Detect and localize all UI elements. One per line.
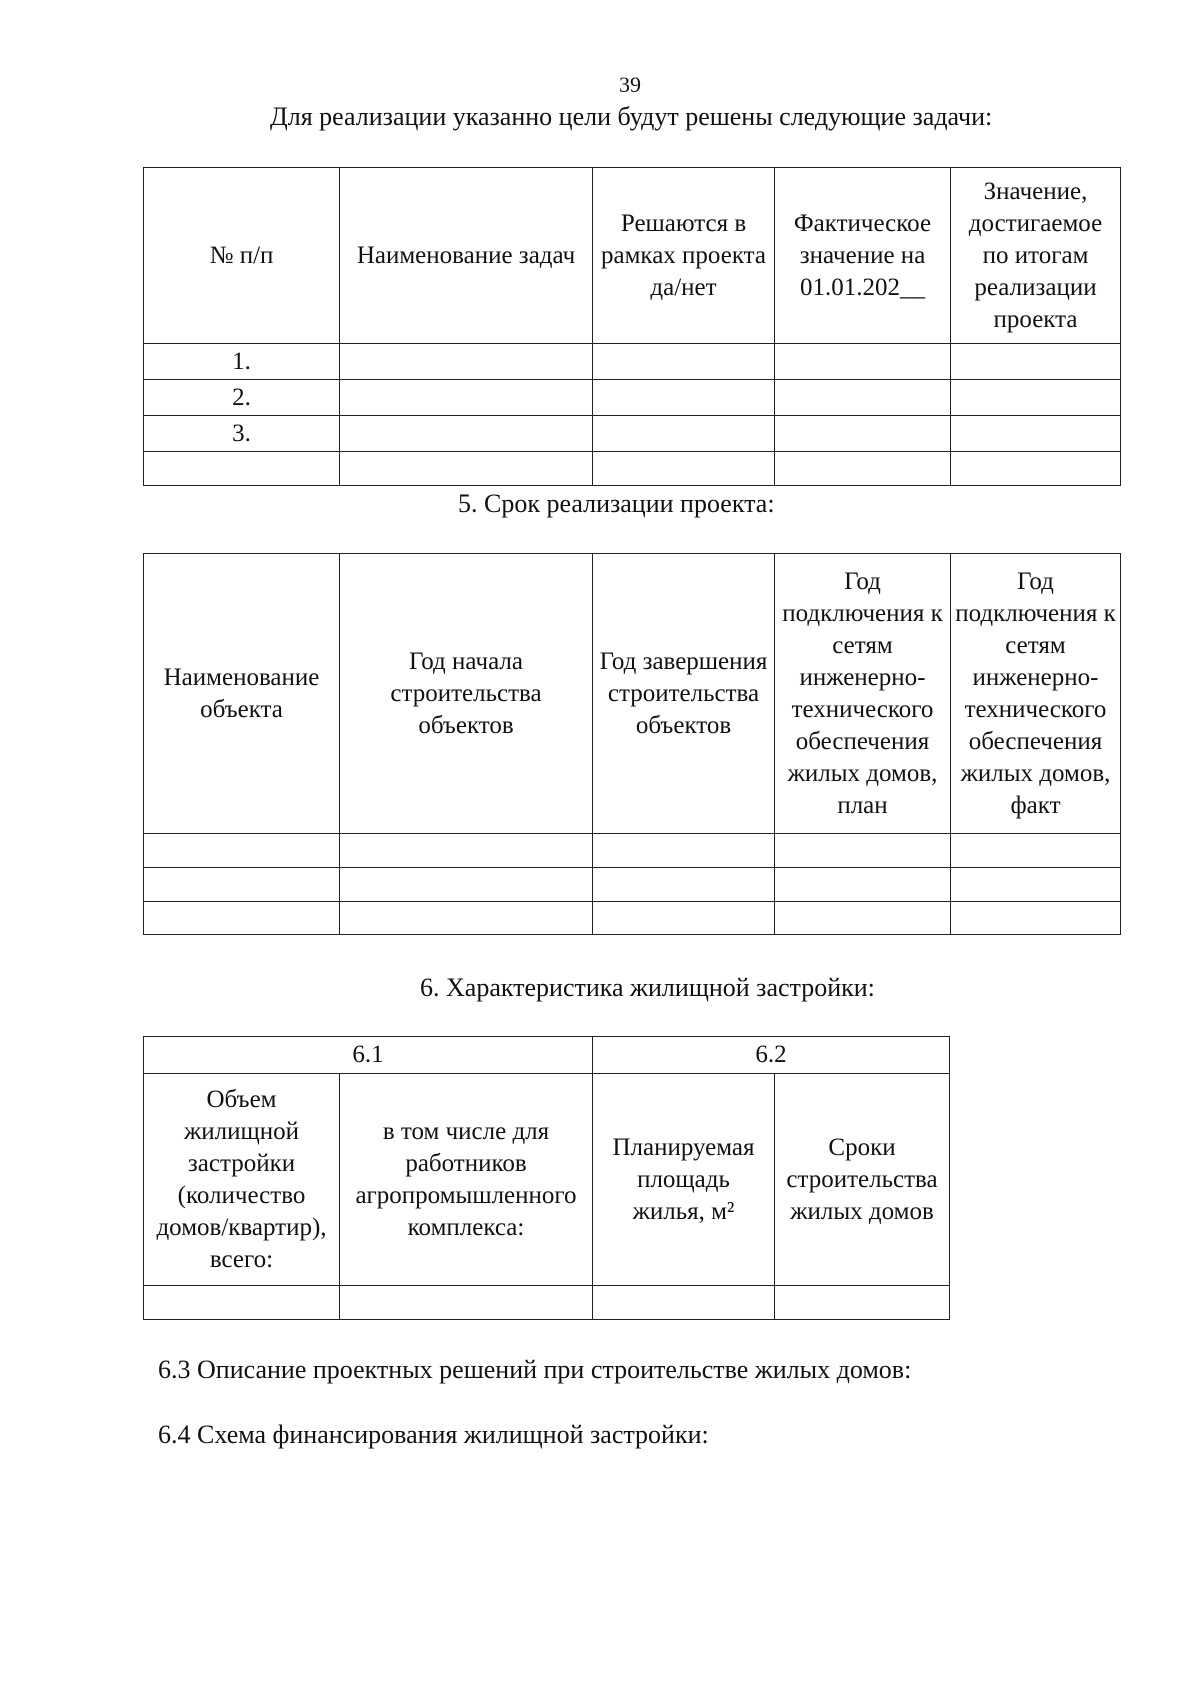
- empty-cell: [775, 1286, 950, 1320]
- table-row: [144, 344, 1121, 380]
- header-cell: Объем жилищной застройки (количество домов/квартир), всего:: [144, 1074, 340, 1286]
- header-cell: в том числе для работников агропромышленного комплекса:: [340, 1074, 593, 1286]
- empty-cell: [951, 380, 1121, 416]
- header-cell: Фактическое значение на 01.01.202__: [775, 168, 951, 344]
- intro-text: Для реализации указанно цели будут решены следующие задачи:: [270, 102, 993, 131]
- empty-cell: [144, 902, 340, 935]
- table-row: [144, 380, 1121, 416]
- header-cell: Год подключения к сетям инженерно-технического обеспечения жилых домов, факт: [951, 554, 1121, 834]
- empty-cell: [593, 452, 775, 486]
- empty-cell: [340, 452, 593, 486]
- header-cell: Наименование объекта: [144, 554, 340, 834]
- empty-cell: [340, 834, 593, 868]
- table-row: [144, 902, 1121, 935]
- table-header-row: [144, 554, 1121, 834]
- header-cell: Решаются в рамках проекта да/нет: [593, 168, 775, 344]
- empty-cell: [593, 344, 775, 380]
- housing-table: [143, 1036, 950, 1320]
- table-row: [144, 834, 1121, 868]
- empty-cell: [775, 416, 951, 452]
- table-row: [144, 416, 1121, 452]
- empty-cell: [593, 902, 775, 935]
- header-cell: № п/п: [144, 168, 340, 344]
- empty-cell: [340, 380, 593, 416]
- empty-cell: [775, 344, 951, 380]
- empty-cell: [593, 1286, 775, 1320]
- header-cell: Значение, достигаемое по итогам реализации проекта: [951, 168, 1121, 344]
- header-cell: Год завершения строительства объектов: [593, 554, 775, 834]
- empty-cell: [340, 1286, 593, 1320]
- row-number-cell: [144, 452, 340, 486]
- group-header-cell: 6.2: [593, 1037, 950, 1074]
- empty-cell: [340, 868, 593, 902]
- empty-cell: [775, 868, 951, 902]
- empty-cell: [951, 452, 1121, 486]
- empty-cell: [951, 344, 1121, 380]
- timeline-table: [143, 553, 1121, 935]
- header-cell: Год подключения к сетям инженерно-технического обеспечения жилых домов, план: [775, 554, 951, 834]
- row-number-cell: 1.: [144, 344, 340, 380]
- empty-cell: [340, 902, 593, 935]
- empty-cell: [340, 344, 593, 380]
- empty-cell: [340, 416, 593, 452]
- tasks-table: [143, 167, 1121, 486]
- empty-cell: [951, 868, 1121, 902]
- empty-cell: [951, 416, 1121, 452]
- table-row: [144, 868, 1121, 902]
- section-6-title: 6. Характеристика жилищной застройки:: [420, 973, 875, 1002]
- group-header-cell: 6.1: [144, 1037, 593, 1074]
- empty-cell: [775, 452, 951, 486]
- empty-cell: [593, 868, 775, 902]
- empty-cell: [144, 834, 340, 868]
- header-cell: Наименование задач: [340, 168, 593, 344]
- empty-cell: [144, 868, 340, 902]
- empty-cell: [593, 380, 775, 416]
- group-header-row: [144, 1037, 950, 1074]
- header-cell: Год начала строительства объектов: [340, 554, 593, 834]
- page-number: 39: [619, 72, 641, 97]
- header-cell: Планируемая площадь жилья, м²: [593, 1074, 775, 1286]
- empty-cell: [951, 834, 1121, 868]
- table-header-row: [144, 168, 1121, 344]
- empty-cell: [775, 380, 951, 416]
- table-header-row: [144, 1074, 950, 1286]
- empty-cell: [775, 834, 951, 868]
- row-number-cell: 3.: [144, 416, 340, 452]
- table-row: [144, 452, 1121, 486]
- empty-cell: [144, 1286, 340, 1320]
- row-number-cell: 2.: [144, 380, 340, 416]
- empty-cell: [593, 416, 775, 452]
- table-row: [144, 1286, 950, 1320]
- section-6-4-text: 6.4 Схема финансирования жилищной застройки:: [158, 1420, 709, 1449]
- empty-cell: [593, 834, 775, 868]
- section-6-3-text: 6.3 Описание проектных решений при строительстве жилых домов:: [158, 1355, 912, 1384]
- section-5-title: 5. Срок реализации проекта:: [458, 489, 775, 518]
- empty-cell: [775, 902, 951, 935]
- empty-cell: [951, 902, 1121, 935]
- header-cell: Сроки строительства жилых домов: [775, 1074, 950, 1286]
